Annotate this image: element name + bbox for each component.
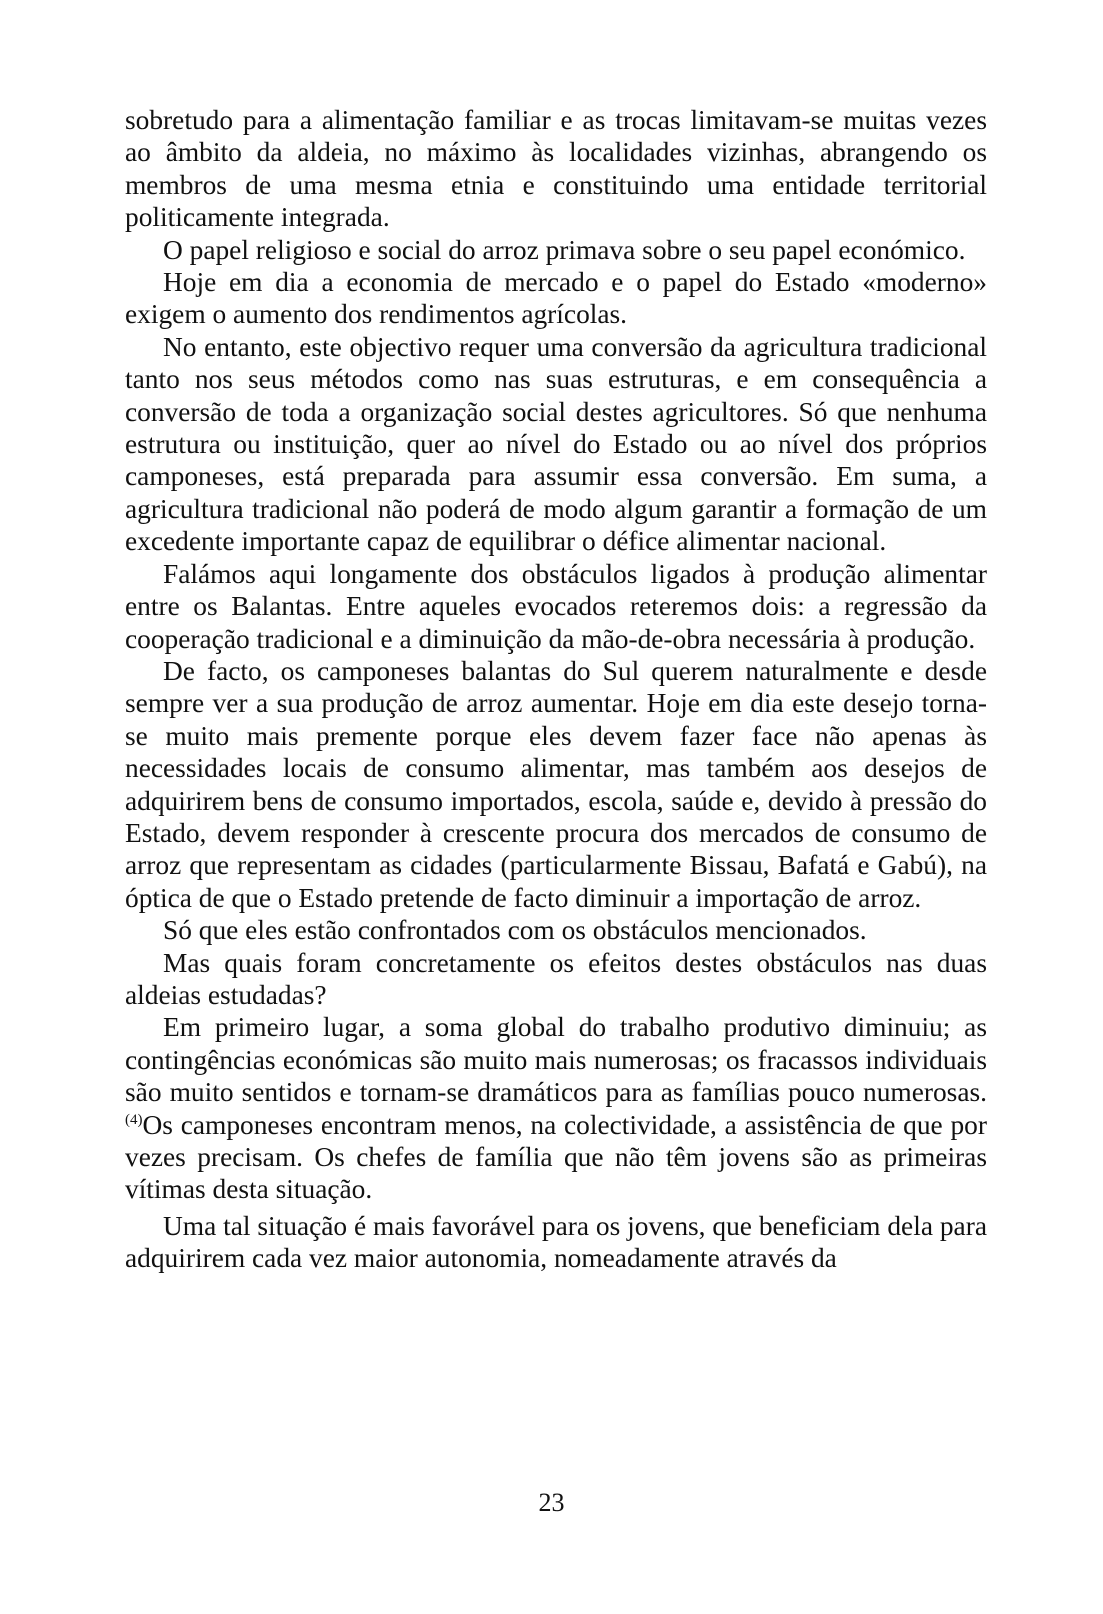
paragraph-conversion: No entanto, este objectivo requer uma conversão da agricultura tradicional tanto nos seus métodos como nas suas estruturas, e em consequência a conversão de toda a organização social destes agricultores. Só que nenhuma estrutura ou instituição, quer ao nível do Estado ou ao nível dos próprios camponeses, está preparada para assumir essa conversão. Em suma, a agricultura tradicional não poderá de modo algum garantir a formação de um excedente importante capaz de equilibrar o défice alimentar nacional.	[125, 331, 987, 557]
paragraph-production-desire: De facto, os camponeses balantas do Sul querem naturalmente e desde sempre ver a sua produção de arroz aumentar. Hoje em dia este desejo torna-se muito mais premente porque eles devem fazer face não apenas às necessidades locais de consumo alimentar, mas também aos desejos de adquirirem bens de consumo importados, escola, saúde e, devido à pressão do Estado, devem responder à crescente procura dos mercados de consumo de arroz que representam as cidades (particularmente Bissau, Bafatá e Gabú), na óptica de que o Estado pretende de facto diminuir a importação de arroz.	[125, 655, 987, 913]
paragraph-continuation: sobretudo para a alimentação familiar e as trocas limitavam-se muitas vezes ao âmbito da aldeia, no máximo às localidades vizinhas, abrangendo os membros de uma mesma etnia e constituindo uma entidade territorial politicamente integrada.	[125, 105, 987, 233]
effects-text-before: Em primeiro lugar, a soma global do trabalho produtivo diminuiu; as contingências económicas são muito mais numerosas; os fracassos individuais são muito sentidos e tornam-se dramáticos para as famílias pouco numerosas.	[125, 1012, 987, 1108]
paragraph-obstacles: Falámos aqui longamente dos obstáculos ligados à produção alimentar entre os Balantas. Entre aqueles evocados reteremos dois: a regressão da cooperação tradicional e a diminuição da mão-de-obra necessária à produção.	[125, 558, 987, 654]
footnote-marker: (4)	[125, 1111, 143, 1128]
effects-text-after: Os camponeses encontram menos, na colectividade, a assistência de que por vezes precisam. Os chefes de família que não têm jovens são as primeiras vítimas desta situação.	[125, 1109, 987, 1205]
page-number: 23	[538, 1488, 565, 1517]
page-body	[125, 104, 987, 1275]
paragraph-rice-role: O papel religioso e social do arroz primava sobre o seu papel económico.	[163, 234, 966, 265]
paragraph-market-economy: Hoje em dia a economia de mercado e o papel do Estado «moderno» exigem o aumento dos rendimentos agrícolas.	[125, 267, 987, 330]
paragraph-effects	[125, 1011, 987, 1205]
paragraph-confronted: Só que eles estão confrontados com os obstáculos mencionados.	[163, 915, 867, 946]
paragraph-question: Mas quais foram concretamente os efeitos destes obstáculos nas duas aldeias estudadas?	[125, 947, 987, 1010]
paragraph-youth: Uma tal situação é mais favorável para os jovens, que beneficiam dela para adquirirem cada vez maior autonomia, nomeadamente através da	[125, 1210, 987, 1274]
